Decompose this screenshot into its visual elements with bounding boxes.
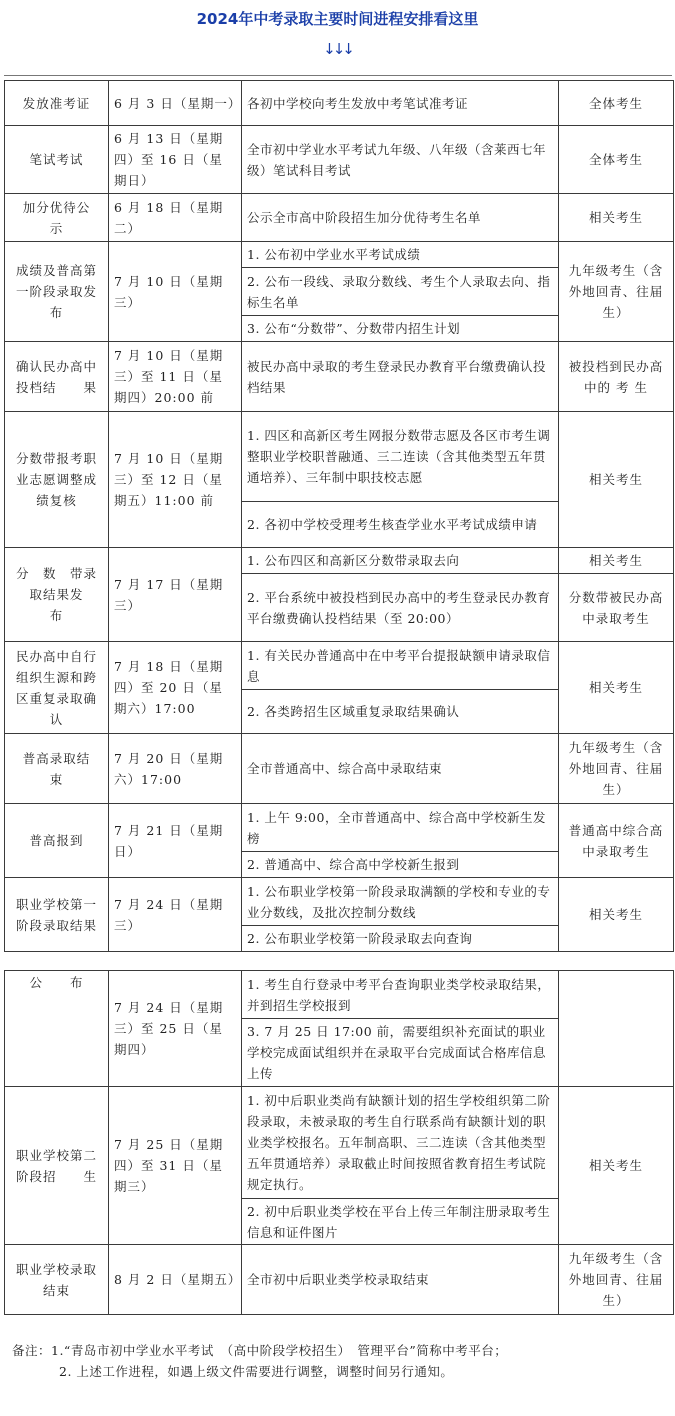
date-cell: 7 月 17 日（星期三）: [109, 548, 242, 642]
table-row: [5, 642, 674, 690]
item-cell: 分 数 带录取结果发 布: [5, 548, 109, 642]
content-cell: 2. 公布一段线、录取分数线、考生个人录取去向、指标生名单: [242, 268, 559, 316]
content-cell: 1. 考生自行登录中考平台查询职业类学校录取结果，并到招生学校报到: [242, 971, 559, 1019]
content-cell: 全市初中学业水平考试九年级、八年级（含莱西七年级）笔试科目考试: [242, 126, 559, 194]
date-cell: 7 月 24 日（星期三）至 25 日（星期四）: [109, 971, 242, 1087]
target-cell: 九年级考生（含外地回青、往届生）: [559, 734, 674, 804]
date-cell: 7 月 10 日（星期三）至 12 日（星期五）11:00 前: [109, 412, 242, 548]
target-cell: 全体考生: [559, 81, 674, 126]
content-cell: 1. 上午 9:00，全市普通高中、综合高中学校新生发榜: [242, 804, 559, 852]
date-cell: 7 月 18 日（星期四）至 20 日（星期六）17:00: [109, 642, 242, 734]
target-cell: 相关考生: [559, 878, 674, 952]
date-cell: 6 月 3 日（星期一）: [109, 81, 242, 126]
table-row: [5, 412, 674, 502]
target-cell: 相关考生: [559, 1087, 674, 1245]
content-cell: 2. 平台系统中被投档到民办高中的考生登录民办教育平台缴费确认投档结果（至 20:00）: [242, 574, 559, 642]
note-line-2: 2. 上述工作进程，如遇上级文件需要进行调整，调整时间另行通知。: [59, 1364, 454, 1379]
content-cell: 全市初中后职业类学校录取结束: [242, 1245, 559, 1315]
item-cell: 发放准考证: [5, 81, 109, 126]
content-cell: 被民办高中录取的考生登录民办教育平台缴费确认投档结果: [242, 342, 559, 412]
notes: [12, 1340, 667, 1382]
down-arrows-icon: ↓↓↓: [323, 40, 352, 58]
content-cell: 全市普通高中、综合高中录取结束: [242, 734, 559, 804]
table-row: [5, 81, 674, 126]
item-cell: 分数带报考职业志愿调整成绩复核: [5, 412, 109, 548]
table-row: [5, 342, 674, 412]
table-row: [5, 242, 674, 268]
target-cell: 相关考生: [559, 412, 674, 548]
table-row: [5, 194, 674, 242]
target-cell: 分数带被民办高中录取考生: [559, 574, 674, 642]
date-cell: 7 月 21 日（星期日）: [109, 804, 242, 878]
target-cell: 相关考生: [559, 642, 674, 734]
table-row: [5, 804, 674, 852]
content-cell: 2. 普通高中、综合高中学校新生报到: [242, 852, 559, 878]
item-cell: 普高录取结 束: [5, 734, 109, 804]
item-cell: 职业学校第一阶段录取结果: [5, 878, 109, 952]
table-row: [5, 548, 674, 574]
item-cell: 成绩及普高第一阶段录取发布: [5, 242, 109, 342]
date-cell: 8 月 2 日（星期五）: [109, 1245, 242, 1315]
content-cell: 1. 四区和高新区考生网报分数带志愿及各区市考生调整职业学校职普融通、三二连读（含其他类型五年贯通培养）、三年制中职技校志愿: [242, 412, 559, 502]
content-cell: 2. 公布职业学校第一阶段录取去向查询: [242, 926, 559, 952]
target-cell: 相关考生: [559, 548, 674, 574]
target-cell: 全体考生: [559, 126, 674, 194]
table-row: [5, 971, 674, 1019]
note-line-1: 备注：1.“青岛市初中学业水平考试 （高中阶段学校招生） 管理平台”简称中考平台；: [12, 1343, 508, 1358]
content-cell: 2. 各类跨招生区域重复录取结果确认: [242, 690, 559, 734]
item-cell: 公 布: [5, 971, 109, 1087]
target-cell: 普通高中综合高中录取考生: [559, 804, 674, 878]
table-row: [5, 734, 674, 804]
content-cell: 2. 初中后职业类学校在平台上传三年制注册录取考生信息和证件图片: [242, 1199, 559, 1245]
content-cell: 3. 7 月 25 日 17:00 前，需要组织补充面试的职业学校完成面试组织并在录取平台完成面试合格库信息上传: [242, 1019, 559, 1087]
content-cell: 公示全市高中阶段招生加分优待考生名单: [242, 194, 559, 242]
target-cell: 九年级考生（含外地回青、往届生）: [559, 1245, 674, 1315]
target-cell: 相关考生: [559, 194, 674, 242]
date-cell: 7 月 20 日（星期六）17:00: [109, 734, 242, 804]
content-cell: 1. 有关民办普通高中在中考平台提报缺额申请录取信息: [242, 642, 559, 690]
content-cell: 1. 公布初中学业水平考试成绩: [242, 242, 559, 268]
item-cell: 确认民办高中投档结 果: [5, 342, 109, 412]
date-cell: 7 月 25 日（星期四）至 31 日（星期三）: [109, 1087, 242, 1245]
page-title: 2024年中考录取主要时间进程安排看这里: [196, 10, 479, 28]
item-cell: 职业学校第二阶段招 生: [5, 1087, 109, 1245]
item-cell: 民办高中自行组织生源和跨区重复录取确认: [5, 642, 109, 734]
target-cell: [559, 971, 674, 1087]
date-cell: 7 月 24 日（星期三）: [109, 878, 242, 952]
content-cell: 1. 公布职业学校第一阶段录取满额的学校和专业的专业分数线，及批次控制分数线: [242, 878, 559, 926]
table-row: [5, 1087, 674, 1199]
target-cell: 被投档到民办高中的 考 生: [559, 342, 674, 412]
schedule-table: [4, 80, 674, 952]
content-cell: 2. 各初中学校受理考生核查学业水平考试成绩申请: [242, 502, 559, 548]
table-row: [5, 126, 674, 194]
item-cell: 加分优待公 示: [5, 194, 109, 242]
content-cell: 3. 公布“分数带”、分数带内招生计划: [242, 316, 559, 342]
divider: [4, 75, 672, 76]
content-cell: 1. 公布四区和高新区分数带录取去向: [242, 548, 559, 574]
target-cell: 九年级考生（含外地回青、往届生）: [559, 242, 674, 342]
item-cell: 普高报到: [5, 804, 109, 878]
date-cell: 7 月 10 日（星期三）: [109, 242, 242, 342]
content-cell: 各初中学校向考生发放中考笔试准考证: [242, 81, 559, 126]
date-cell: 6 月 13 日（星期四）至 16 日（星期日）: [109, 126, 242, 194]
schedule-table-continued: [4, 970, 674, 1315]
table-row: [5, 1245, 674, 1315]
date-cell: 6 月 18 日（星期二）: [109, 194, 242, 242]
table-row: [5, 878, 674, 926]
item-cell: 笔试考试: [5, 126, 109, 194]
content-cell: 1. 初中后职业类尚有缺额计划的招生学校组织第二阶段录取，未被录取的考生自行联系尚有缺额计划的职业类学校报名。五年制高职、三二连读（含其他类型五年贯通培养）录取截止时间按照省教育招生考试院规定执行。: [242, 1087, 559, 1199]
item-cell: 职业学校录取结束: [5, 1245, 109, 1315]
date-cell: 7 月 10 日（星期三）至 11 日（星期四）20:00 前: [109, 342, 242, 412]
